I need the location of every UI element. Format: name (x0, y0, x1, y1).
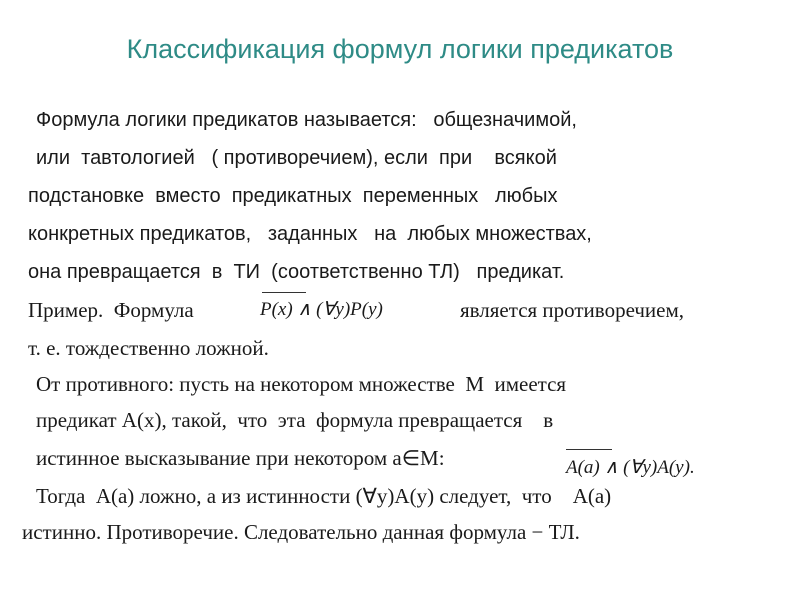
definition-line-5: она превращается в ТИ (соответственно ТЛ) предикат. (28, 261, 565, 283)
definition-line-4: конкретных предикатов, заданных на любых множествах, (28, 223, 592, 245)
example-suffix: является противоречием, (460, 298, 685, 322)
definition-line-2: или тавтологией ( противоречием), если при всякой (36, 147, 557, 169)
example-prefix: Пример. Формула (28, 298, 194, 322)
negation-bar (262, 292, 306, 293)
proof-line-4: Тогда А(а) ложно, а из истинности (∀у)А(у) следует, что А(а) (36, 484, 612, 508)
proof-line-2: предикат А(х), такой, что эта формула превращается в (36, 408, 554, 432)
definition-line-1: Формула логики предикатов называется: общезначимой, (36, 109, 577, 131)
example-formula: P(x) ∧ (∀y)P(y) (260, 299, 383, 320)
proof-formula: A(a) ∧ (∀y)A(y). (566, 457, 695, 478)
definition-line-3: подстановке вместо предикатных переменных любых (28, 185, 558, 207)
proof-line-3: истинное высказывание при некотором а∈М: (36, 446, 445, 470)
slide-title: Классификация формул логики предикатов (126, 34, 674, 64)
proof-line-5: истинно. Противоречие. Следовательно данная формула − ТЛ. (22, 520, 580, 544)
example-line-2: т. е. тождественно ложной. (28, 336, 269, 360)
proof-line-1: От противного: пусть на некотором множестве М имеется (36, 372, 567, 396)
proof-negation-bar (566, 449, 612, 450)
